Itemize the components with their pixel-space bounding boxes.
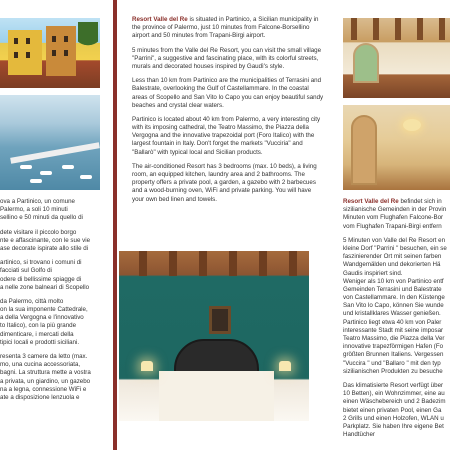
resort-name: Resort Valle del Re <box>132 16 188 23</box>
left-italian-text <box>0 198 98 408</box>
bedroom-photo <box>119 251 309 421</box>
resort-name-de: Resort Valle del Re <box>343 198 399 205</box>
left-paragraph: resenta 3 camere da letto (max. mo, una cucina accessoriata, bagni. La struttura mette a vostra a privata, un giardino, un gazebo na a legna, connessione WiFi e ate a disposizione lenzuola e <box>0 353 91 401</box>
middle-paragraph: Resort Valle del Re is situated in Partinico, a Sicilian municipality in the province of Palermo, just 10 minutes from Falcone-Borsellino airport and 50 minutes from Trapani-Birgi airport. <box>132 16 319 40</box>
middle-paragraph: Less than 10 km from Partinico are the municipalities of Terrasini and Balestrate, overlooking the Gulf of Castellammare. In the coastal areas of Scopello and San Vito lo Capo you can enjoy beautiful sandy beaches and crystal clear waters. <box>132 77 324 109</box>
middle-english-text <box>132 16 324 210</box>
right-paragraph: Resort Valle del Re befindet sich in sizilianische Gemeinden in der Provin Minuten vom Flughafen Falcone-Bor vom Flughafen Trapani-Birgi entfern <box>343 198 447 230</box>
right-page <box>340 0 450 450</box>
left-paragraph: dete visitare il piccolo borgo nte e affascinante, con le sue vie ase decorate ispirate allo stile di <box>0 228 91 252</box>
left-page <box>0 0 113 450</box>
right-german-text <box>343 198 450 445</box>
harbor-photo <box>0 95 100 190</box>
middle-paragraph: Partinico is located about 40 km from Palermo, a very interesting city with its imposing cathedral, the Teatro Massimo, the Piazza della Vergogna and the innovative trapezoidal port (Foro Italico) with the largest fountain in Italy. Don't forget the markets "Vucciria" and "Ballarò" with typical local and Sicilian products. <box>132 115 321 156</box>
middle-page <box>117 0 345 450</box>
arched-hallway-photo <box>343 105 450 190</box>
left-paragraph: ova a Partinico, un comune Palermo, a soli 10 minuti sellino e 50 minuti da quello di <box>0 198 83 222</box>
left-paragraph: artinico, si trovano i comuni di facciati sul Golfo di odere di bellissime spiagge di a nelle zone balneari di Scopello <box>0 259 90 291</box>
right-paragraph: 5 Minuten von Valle del Re Resort en kleine Dorf "Parrini " besuchen, ein se faszinierender Ort mit seinen farben Wandgemälden und dekorierten Hä Gaudis inspiriert sind. Weniger als 10 km von Partinico entf Gemeinden Terrasini und Balestrate von Castellammare. In den Küstenge San Vito lo Capo, können Sie wunde und kristallklares Wasser genießen. Partinico liegt etwa 40 km von Paler interessante Stadt mit seine imposar Teatro Massimo, die Piazza della Ver innovative trapezförmigen Hafen (Fo größten Brunnen Italiens. Vergessen "Vuccira " und "Ballaro " mit den typ sizilianischen Produkten zu besuche <box>343 236 447 375</box>
town-street-photo <box>0 18 100 88</box>
left-paragraph: da Palermo, città molto on la sua imponente Cattedrale, a della Vergogna e l'innovativo to Italico), con la più grande dimenticare, i mercati della tipici locali e prodotti siciliani. <box>0 297 88 346</box>
living-room-photo <box>343 18 450 98</box>
middle-paragraph: The air-conditioned Resort has 3 bedrooms (max. 10 beds), a living room, an equipped kitchen, laundry area and 2 bathrooms. The property offers a private pool, a garden, a gazebo with 2 barbecues and a wood-burning oven, WiFi and private parking. You will have your own bed linen and towels. <box>132 162 317 203</box>
middle-paragraph: 5 minutes from the Valle del Re Resort, you can visit the small village "Parrini", a suggestive and fascinating place, with its colorful streets, murals and decorated houses inspired by Gaudì's style. <box>132 46 322 70</box>
right-paragraph: Das klimatisierte Resort verfügt über 10 Betten), ein Wohnzimmer, eine au einen Wäschebereich und 2 Badezim bietet einen privaten Pool, einen Ga 2 Grills und einen Holzofen, WLAN u Parkplatz. Sie haben Ihre eigene Bet Handtücher <box>343 381 446 439</box>
